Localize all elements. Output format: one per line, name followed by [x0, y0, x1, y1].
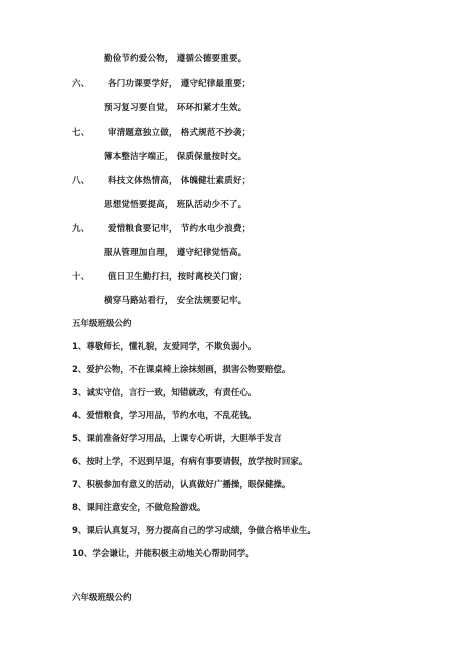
poem-line: 爱惜粮食要记牢， 节约水电少浪费； — [108, 224, 251, 234]
poem-line: 值日卫生勤打扫，按时离校关门窗； — [108, 272, 248, 282]
grade5-rule-8: 8、课间注意安全，不做危险游戏。 — [72, 503, 206, 513]
grade5-rule-3: 3、诚实守信，言行一致，知错就改，有责任心。 — [72, 388, 257, 398]
poem-line: 科技文体热情高， 体魄健壮素质好； — [108, 176, 251, 186]
grade5-rule-4: 4、爱惜粮食，学习用品，节约水电，不乱花钱。 — [72, 411, 257, 421]
poem-line: 审清题意独立做， 格式规范不抄袭； — [108, 128, 251, 138]
poem-line-6b: 预习复习要自觉， 环环扣紧才生效。 — [104, 103, 247, 113]
poem-line-8b: 思想觉悟要提高， 班队活动少不了。 — [104, 200, 247, 210]
grade6-title: 六年级班级公约 — [72, 593, 132, 603]
poem-line-7b: 簿本整洁字端正， 保质保量按时交。 — [104, 152, 247, 162]
poem-line-10b: 横穿马路站看行， 安全法规要记牢。 — [104, 296, 247, 306]
poem-line-5b: 勤俭节约爱公物， 遵循公德要重要。 — [104, 54, 247, 64]
section-number: 六、 — [72, 79, 90, 89]
grade5-rule-6: 6、按时上学，不迟到早退，有病有事要请假，放学按时回家。 — [72, 457, 308, 467]
grade5-rule-5: 5、课前准备好学习用品，上课专心听讲，大胆举手发言 — [72, 434, 282, 444]
section-number: 八、 — [72, 176, 90, 186]
section-number: 十、 — [72, 272, 90, 282]
grade5-rule-9: 9、课后认真复习，努力提高自己的学习成绩，争做合格毕业生。 — [72, 526, 316, 536]
grade5-rule-7: 7、积极参加有意义的活动，认真做好广播操，眼保健操。 — [72, 480, 291, 490]
section-number: 九、 — [72, 224, 90, 234]
grade5-rule-10: 10、学会谦让，并能积极主动地关心帮助同学。 — [72, 549, 254, 559]
grade5-title: 五年级班级公约 — [72, 319, 132, 329]
poem-line-9b: 服从管理加自理， 遵守纪律觉悟高。 — [104, 248, 247, 258]
grade5-rule-2: 2、爱护公物，不在课桌椅上涂抹刻画，损害公物要赔偿。 — [72, 365, 291, 375]
grade5-rule-1: 1、尊敬师长，懂礼貌，友爱同学，不欺负弱小。 — [72, 342, 257, 352]
poem-line: 各门功课要学好， 遵守纪律最重要； — [108, 79, 251, 89]
section-number: 七、 — [72, 128, 90, 138]
